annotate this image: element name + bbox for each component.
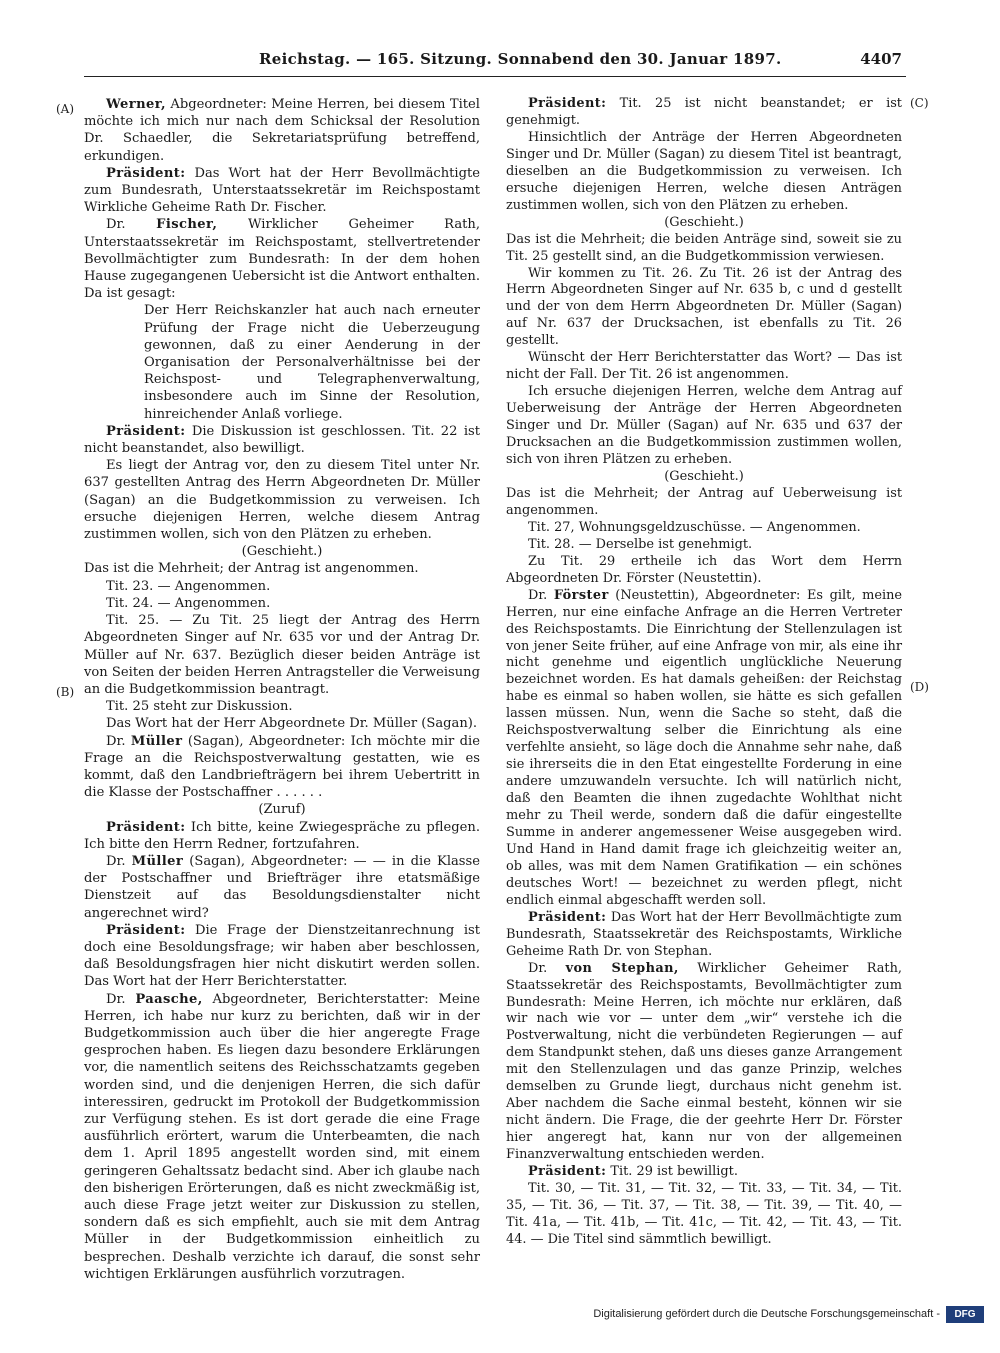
speaker-name: Präsident: [528, 1164, 607, 1180]
paragraph: Tit. 25. — Zu Tit. 25 liegt der Antrag des Herrn Abgeordneten Singer auf Nr. 635 vor und der Antrag Dr. Müller auf Nr. 637. Bezüglich dieser beiden Anträge ist von Seiten der beiden Herren Antragsteller die Verweisung an die Budgetkommission beantragt. [84, 613, 480, 697]
paragraph [84, 423, 480, 457]
digitization-credit: Digitalisierung gefördert durch die Deutsche Forschungsgemeinschaft - [593, 1308, 940, 1320]
paragraph-text: Abgeordneter, Berichterstatter: Meine Herren, ich habe nur kurz zu berichten, daß wir in der Budgetkommission auch über die hier angeregte Frage gesprochen haben. Es liegen dazu besondere Erklärungen vor, die namentlich seitens des Reichsschatzamts gegeben worden sind, und die denjenigen Herren, die sich dafür interessiren, gedruckt im Protokoll der Budgetkommission zur Verfügung stehen. Es ist dort gerade die eine Frage ausführlich erörtert, warum die Unterbeamten, die nach dem 1. April 1895 angestellt worden sind, mit einem geringeren Gehaltssatz bedacht sind. Aber ich glaube nach den bisherigen Erörterungen, daß es nicht zweckmäßig ist, auch diese Frage jetzt weiter zur Diskussion zu stellen, sondern daß es sich empfiehlt, auch sie mit dem Antrag Müller in der Budgetkommission einheitlich zu besprechen. Deshalb verzichte ich darauf, die sonst sehr wichtigen Erklärungen ausführlich vorzutragen. [84, 991, 480, 1282]
paragraph-text: (Neustettin), Abgeordneter: Es gilt, meine Herren, nur eine einfache Anfrage an die Herren Vertreter des Reichspostamts. Die Einrichtung der Stellenzulagen ist von jener Seite früher, auf eine Anfrage von mir, als eine ihr nicht genehme und eigentlich unglückliche Neuerung bezeichnet worden. Es hat damals geheißen: der Reichstag habe es einmal so haben wollen, sie hätte es sich gefallen lassen müssen. Nun, wenn die Sache so steht, daß die Reichspostverwaltung selber die Einrichtung als eine verfehlte ansieht, so läge doch die Annahme sehr nahe, daß sie ihrerseits die in den Etat eingestellte Forderung in eine andere umzuwandeln versuchte. Ich will natürlich nicht, daß den Beamten die ihnen zugedachte Wohlthat nicht mehr zu Theil werde, sondern daß die dafür eingestellte Summe in anderer angemessener Weise ausgegeben wird. Und Hand in Hand damit frage ich gleichzeitig weiter an, ob alles, was mit dem Namen Gratifikation — ein schönes deutsches Wort! — bezeichnet zu werden pflegt, nicht endlich einmal abgeschafft werden soll. [506, 587, 902, 908]
paragraph: Tit. 27, Wohnungsgeldzuschüsse. — Angenommen. [528, 519, 861, 535]
stage-direction: (Geschieht.) [664, 468, 744, 484]
speaker-name: Präsident: [106, 819, 186, 835]
paragraph [506, 910, 902, 961]
speaker-name: Präsident: [106, 922, 186, 938]
right-column [506, 96, 902, 1249]
paragraph: Zu Tit. 29 ertheile ich das Wort dem Herrn Abgeordneten Dr. Förster (Neustettin). [506, 553, 902, 586]
paragraph-text: Die Diskussion ist geschlossen. Tit. 22 ist nicht beanstandet, also bewilligt. [84, 423, 480, 457]
paragraph: Hinsichtlich der Anträge der Herren Abgeordneten Singer und Dr. Müller (Sagan) zu diesem Titel ist beantragt, dieselben an die Budgetkommission zu verweisen. Ich ersuche diejenigen Herren, welche diesen Anträgen zustimmen wollen, sich von den Plätzen zu erheben. [506, 129, 902, 213]
speaker-name: Müller [130, 733, 183, 749]
speaker-title: Dr. [106, 217, 157, 233]
speaker-name: Präsident: [106, 423, 186, 439]
paragraph-text: Wirklicher Geheimer Rath, Staatssekretär des Reichspostamts, Bevollmächtigter zum Bundesrath: Meine Herren, ich möchte nur erklären, daß wir nach wie vor — unter dem „wir“ verstehe ich die Postverwaltung, nicht die verbündeten Regierungen — auf dem Standpunkt stehen, daß uns dieses ganze Arrangement mit den Stellenzulagen und das ganze Prinzip, welches demselben zu Grunde liegt, durchaus nicht genehm ist. Aber nachdem die Sache einmal besteht, können wir sie nicht ändern. Die Frage, die der geehrte Herr Dr. Förster hier angeregt hat, kann nur von der allgemeinen Finanzverwaltung entschieden werden. [506, 960, 903, 1163]
running-title: Reichstag. — 165. Sitzung. Sonnabend den 30. Januar 1897. [259, 50, 782, 68]
paragraph-text: Tit. 29 ist bewilligt. [606, 1164, 738, 1180]
paragraph [506, 96, 902, 130]
paragraph [84, 853, 480, 922]
paragraph [84, 922, 480, 991]
paragraph: Das Wort hat der Herr Abgeordnete Dr. Müller (Sagan). [106, 716, 478, 732]
margin-label-c: (C) [910, 96, 929, 110]
paragraph-text: Das Wort hat der Herr Bevollmächtigte zum Bundesrath, Unterstaatssekretär im Reichspostamt Wirkliche Geheime Rath Dr. Fischer. [84, 165, 480, 216]
paragraph: Das ist die Mehrheit; die beiden Anträge sind, soweit sie zu Tit. 25 gestellt sind, an die Budgetkommission verwiesen. [506, 231, 902, 264]
paragraph-text: Tit. 25 ist nicht beanstandet; er ist genehmigt. [506, 96, 902, 128]
paragraph [84, 216, 480, 302]
paragraph: Das ist die Mehrheit; der Antrag auf Ueberweisung ist angenommen. [506, 485, 902, 518]
block-quote: Der Herr Reichskanzler hat auch nach erneuter Prüfung der Frage nicht die Ueberzeugung gewonnen, daß zu einer Aenderung in der Organisation der Personalverhältnisse bei der Reichspost- und Telegraphenverwaltung, insbesondere auch im Sinne der Resolution, hinreichender Anlaß vorliege. [144, 303, 480, 422]
paragraph: Tit. 30, — Tit. 31, — Tit. 32, — Tit. 33, — Tit. 34, — Tit. 35, — Tit. 36, — Tit. 37, — Tit. 38, — Tit. 39, — Tit. 40, — Tit. 41a, — Tit. 41b, — Tit. 41c, — Tit. 42, — Tit. 43, — Tit. 44. — Die Titel sind sämmtlich bewilligt. [506, 1181, 902, 1247]
paragraph: Das ist die Mehrheit; der Antrag ist angenommen. [84, 561, 419, 577]
paragraph: Wir kommen zu Tit. 26. Zu Tit. 26 ist der Antrag des Herrn Abgeordneten Singer auf Nr. 635 b, c und d gestellt und der von dem Herrn Abgeordneten Dr. Müller (Sagan) auf Nr. 637 der Drucksachen, ist ebenfalls zu Tit. 26 gestellt. [506, 265, 902, 349]
speaker-title: Dr. [528, 587, 554, 603]
paragraph [84, 819, 480, 853]
speaker-name: Präsident: [528, 96, 607, 111]
margin-label-b: (B) [56, 685, 75, 699]
speaker-title: Dr. [106, 991, 136, 1007]
paragraph: Tit. 24. — Angenommen. [106, 595, 271, 611]
paragraph-text: Wirklicher Geheimer Rath, Unterstaatssekretär im Reichspostamt, stellvertretender Bevollmächtigter zum Bundesrath: In der dem hohen Hause zugegangenen Uebersicht ist die Antwort enthalten. Da ist gesagt: [84, 217, 480, 302]
margin-label-a: (A) [56, 102, 75, 116]
paragraph [84, 991, 480, 1283]
speaker-name: Fischer, [156, 217, 218, 233]
margin-label-d: (D) [910, 680, 929, 694]
paragraph-text: Ich bitte, keine Zwiegespräche zu pflegen. Ich bitte den Herrn Redner, fortzufahren. [84, 819, 480, 852]
paragraph: Tit. 28. — Derselbe ist genehmigt. [528, 536, 753, 552]
paragraph: Es liegt der Antrag vor, den zu diesem Titel unter Nr. 637 gestellten Antrag des Herrn Abgeordneten Dr. Müller (Sagan) an die Budgetkommission zu verweisen. Ich ersuche diejenigen Herren, welche diesem Antrag zustimmen wollen, sich von den Plätzen zu erheben. [84, 458, 480, 543]
left-column [84, 96, 480, 1283]
stage-direction: (Geschieht.) [664, 214, 744, 230]
speaker-name: Müller [131, 853, 184, 869]
paragraph-text: Abgeordneter: Meine Herren, bei diesem Titel möchte ich mich nur nach dem Schicksal der Resolution Dr. Schaedler, die Sekretariatsprüfung betreffend, erkundigen. [84, 97, 480, 164]
paragraph [506, 588, 902, 910]
speaker-title: Dr. [528, 960, 566, 976]
speaker-name: Präsident: [106, 165, 186, 181]
paragraph-text: (Sagan), Abgeordneter: — — in die Klasse der Postschaffner und Briefträger ihre etatsmäßige Dienstzeit auf das Besoldungsdienstalter nicht angerechnet wird? [84, 853, 480, 921]
paragraph: Wünscht der Herr Berichterstatter das Wort? — Das ist nicht der Fall. Der Tit. 26 ist angenommen. [506, 350, 902, 383]
dfg-logo: DFG [946, 1306, 984, 1323]
paragraph-text: Das Wort hat der Herr Bevollmächtigte zum Bundesrath, Staatssekretär des Reichspostamts, Wirkliche Geheime Rath Dr. von Stephan. [506, 909, 902, 959]
speaker-name: Paasche, [135, 991, 203, 1007]
page-header [84, 50, 906, 77]
paragraph: Ich ersuche diejenigen Herren, welche dem Antrag auf Ueberweisung der Anträge der Herren Abgeordneten Singer und Dr. Müller (Sagan) auf Nr. 635 und 637 der Drucksachen an die Budgetkommission zustimmen wollen, sich von ihren Plätzen zu erheben. [506, 384, 902, 468]
page-number: 4407 [860, 50, 902, 68]
paragraph [84, 96, 480, 165]
paragraph-text: Die Frage der Dienstzeitanrechnung ist doch eine Besoldungsfrage; wir haben aber beschlossen, daß Besoldungsfragen hier nicht diskutirt werden sollen. Das Wort hat der Herr Berichterstatter. [84, 922, 480, 990]
paragraph [506, 1164, 902, 1181]
speaker-name: Werner, [106, 97, 167, 112]
paragraph [84, 733, 480, 802]
speaker-title: Dr. [106, 733, 131, 749]
stage-direction: (Geschieht.) [241, 544, 323, 560]
paragraph [506, 961, 902, 1164]
paragraph: Tit. 25 steht zur Diskussion. [106, 699, 293, 715]
speaker-name: von Stephan, [565, 960, 679, 976]
paragraph-text: (Sagan), Abgeordneter: Ich möchte mir die Frage an die Reichspostverwaltung gestatten, wie es kommt, daß den Landbriefträgern bei ihrem Uebertritt in die Klasse der Postschaffner . . . . . . [84, 733, 480, 801]
speaker-name: Präsident: [528, 909, 607, 925]
speaker-name: Förster [553, 587, 609, 603]
paragraph: Tit. 23. — Angenommen. [106, 578, 271, 594]
speaker-title: Dr. [106, 853, 132, 869]
stage-direction: (Zuruf) [258, 802, 306, 818]
paragraph [84, 165, 480, 217]
